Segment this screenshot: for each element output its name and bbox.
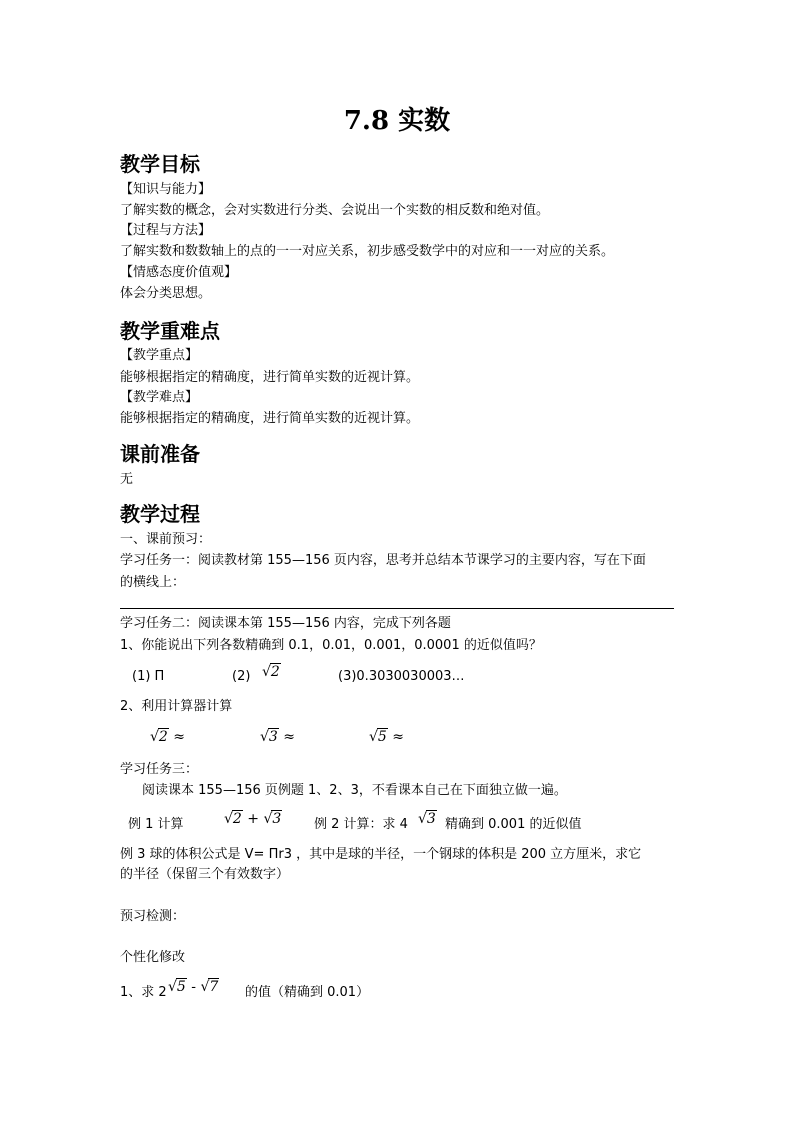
focus-text: 能够根据指定的精确度，进行简单实数的近视计算。 — [120, 370, 420, 385]
calc-sqrt2 — [150, 729, 185, 745]
process-text: 了解实数和数数轴上的点的一一对应关系，初步感受数学中的对应和一一对应的关系。 — [120, 244, 615, 259]
radicand: 2 — [270, 664, 280, 680]
radicand: 3 — [426, 811, 436, 827]
preview-text: 一、课前预习： — [120, 532, 212, 547]
example3-line2: 的半径（保留三个有效数字） — [120, 867, 290, 882]
question1-text: 1、你能说出下列各数精确到 0.1，0.01，0.001，0.0001 的近似值吗？ — [120, 638, 542, 653]
q1-item-b-sqrt2 — [262, 664, 281, 680]
personal-label: 个性化修改 — [120, 950, 186, 965]
difficulty-text: 能够根据指定的精确度，进行简单实数的近视计算。 — [120, 411, 420, 426]
process-label: 【过程与方法】 — [120, 223, 212, 238]
knowledge-text: 了解实数的概念，会对实数进行分类、会说出一个实数的相反数和绝对值。 — [120, 203, 550, 218]
heading-objectives: 教学目标 — [120, 152, 200, 176]
plus-sign: + — [247, 811, 260, 827]
example3-line1: 例 3 球的体积公式是 V= Πr3 ，其中是球的半径，一个钢球的体积是 200 立方厘米，求它 — [120, 847, 642, 862]
radicand: 2 — [232, 811, 242, 827]
approx-sign: ≈ — [392, 729, 405, 745]
q1-item-b-label: (2) — [232, 669, 251, 684]
radical-sign: √ — [260, 729, 269, 745]
radical-sign: √ — [168, 979, 177, 995]
knowledge-label: 【知识与能力】 — [120, 182, 212, 197]
difficulty-label: 【教学难点】 — [120, 390, 199, 405]
radicand: 3 — [272, 811, 282, 827]
radical-sign: √ — [200, 979, 210, 995]
attitude-label: 【情感态度价值观】 — [120, 265, 238, 280]
example1-label: 例 1 计算 — [128, 817, 184, 832]
task3-text: 阅读课本 155—156 页例题 1、2、3，不看课本自己在下面独立做一遍。 — [142, 783, 567, 798]
minus-sign: - — [191, 979, 197, 995]
approx-sign: ≈ — [173, 729, 186, 745]
task3-label: 学习任务三： — [120, 762, 199, 777]
radical-sign: √ — [224, 811, 233, 827]
task2-text: 学习任务二：阅读课本第 155—156 内容，完成下列各题 — [120, 616, 451, 631]
calc-sqrt3 — [260, 729, 295, 745]
q1-item-a: (1) Π — [132, 669, 165, 684]
radicand: 2 — [158, 729, 168, 745]
radicand: 7 — [209, 979, 219, 995]
q1-item-c: (3)0.3030030003… — [338, 669, 465, 684]
page-title: 7.8 实数 — [343, 106, 451, 136]
radicand: 3 — [268, 729, 278, 745]
example1-expression — [224, 811, 282, 827]
question2-text: 2、利用计算器计算 — [120, 699, 233, 714]
approx-sign: ≈ — [283, 729, 296, 745]
calc-sqrt5 — [369, 729, 404, 745]
example2-label: 例 2 计算：求 4 — [314, 817, 408, 832]
final-expression — [168, 979, 219, 995]
check-label: 预习检测： — [120, 909, 186, 924]
focus-label: 【教学重点】 — [120, 348, 199, 363]
task1-line1: 学习任务一：阅读教材第 155—156 页内容，思考并总结本节课学习的主要内容，写在下面 — [120, 553, 646, 568]
task1-line2: 的横线上： — [120, 575, 186, 590]
radical-sign: √ — [262, 664, 271, 680]
radical-sign: √ — [150, 729, 159, 745]
example2-sqrt3 — [418, 811, 437, 827]
heading-keypoints: 教学重难点 — [120, 319, 220, 343]
final-question-text: 的值（精确到 0.01） — [245, 985, 370, 1000]
radicand: 5 — [377, 729, 387, 745]
preparation-text: 无 — [120, 472, 134, 487]
attitude-text: 体会分类思想。 — [120, 286, 212, 301]
example2-text: 精确到 0.001 的近似值 — [445, 817, 582, 832]
radical-sign: √ — [418, 811, 427, 827]
heading-preparation: 课前准备 — [120, 442, 200, 466]
radical-sign: √ — [369, 729, 378, 745]
heading-process: 教学过程 — [120, 502, 200, 526]
radicand: 5 — [176, 979, 186, 995]
radical-sign: √ — [263, 811, 273, 827]
final-question-label: 1、求 2 — [120, 985, 167, 1000]
answer-blank-line — [120, 608, 674, 609]
